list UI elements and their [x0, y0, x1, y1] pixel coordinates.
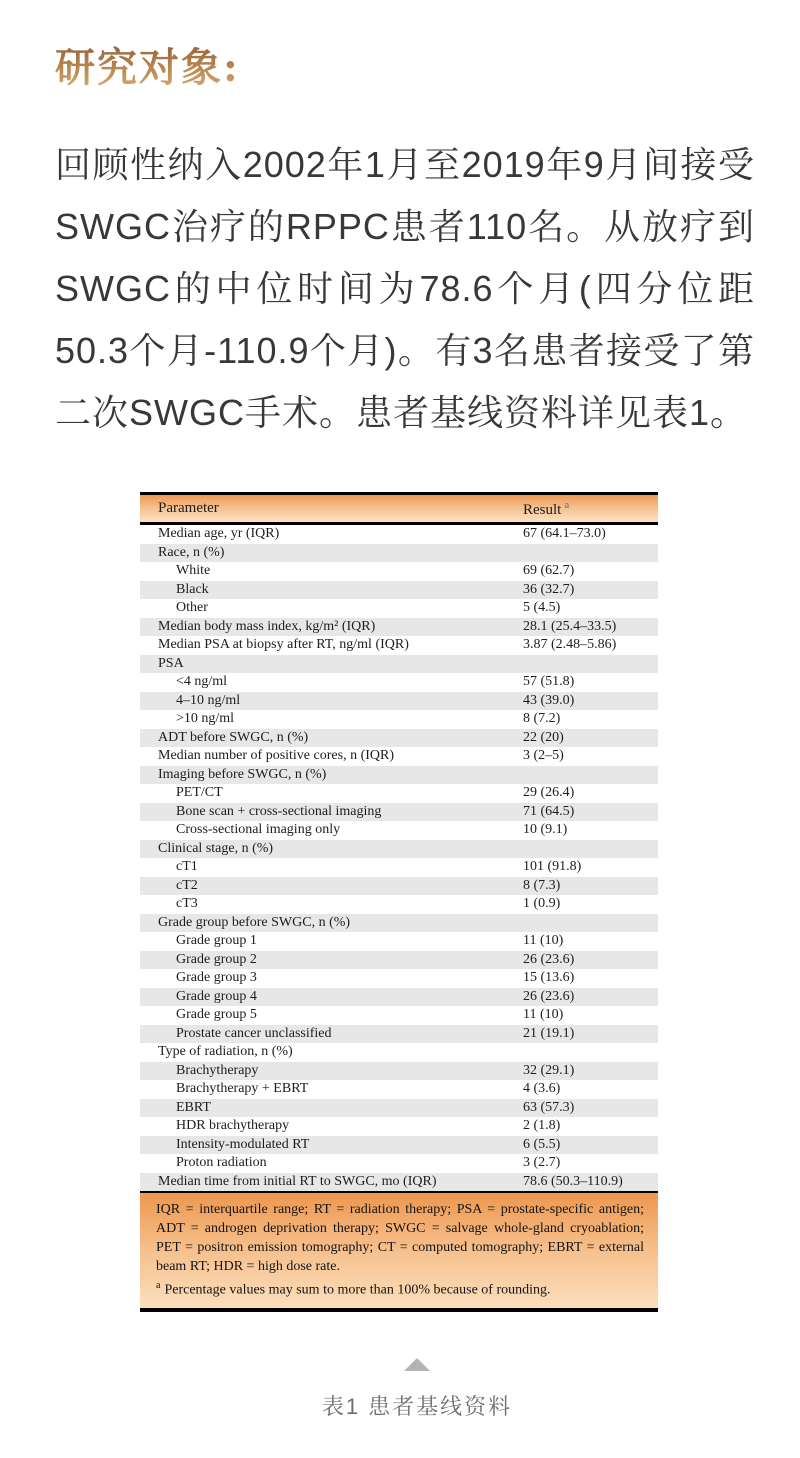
row-value: 5 (4.5): [523, 600, 561, 615]
footnote-note-text: Percentage values may sum to more than 100% because of rounding.: [164, 1282, 551, 1298]
table-row: [140, 969, 658, 988]
table-row: [140, 525, 658, 544]
column-header-result-label: Result: [523, 501, 562, 518]
row-label: Imaging before SWGC, n (%): [158, 766, 327, 782]
row-value: [523, 1043, 658, 1062]
table-row: [140, 1136, 658, 1155]
table1-figure: [140, 492, 658, 1312]
row-value: 29 (26.4): [523, 785, 575, 800]
row-value: [523, 655, 658, 674]
table-row: [140, 1099, 658, 1118]
row-label: Black: [176, 581, 209, 597]
row-label: Proton radiation: [176, 1155, 267, 1170]
table-row: [140, 951, 658, 970]
table-row: [140, 1173, 658, 1192]
table-row: [140, 1117, 658, 1136]
body-paragraph: 回顾性纳入2002年1月至2019年9月间接受SWGC治疗的RPPC患者110名。从放疗到SWGC的中位时间为78.6个月(四分位距50.3个月-110.9个月)。有3名患者接受了第二次SWGC手术。患者基线资料详见表1。: [55, 144, 755, 433]
row-label: Median time from initial RT to SWGC, mo (IQR): [158, 1173, 437, 1189]
row-label: Grade group 1: [176, 933, 257, 948]
row-label: Median body mass index, kg/m² (IQR): [158, 618, 376, 634]
row-label: Median PSA at biopsy after RT, ng/ml (IQR): [158, 637, 409, 652]
row-value: [523, 914, 658, 933]
row-value: 8 (7.3): [523, 877, 561, 893]
row-value: 11 (10): [523, 1007, 564, 1022]
row-value: [523, 544, 658, 563]
journal-table: [140, 492, 658, 1312]
section-heading: 研究对象:: [55, 36, 240, 93]
row-value: 22 (20): [523, 729, 564, 745]
table-row: [140, 821, 658, 840]
table-header-row: [140, 495, 658, 525]
table-row: [140, 618, 658, 637]
row-label: Intensity-modulated RT: [176, 1136, 310, 1152]
table-row: [140, 858, 658, 877]
row-value: 43 (39.0): [523, 692, 575, 708]
row-value: 10 (9.1): [523, 822, 568, 837]
row-label: Grade group 2: [176, 951, 257, 967]
row-value: 3.87 (2.48–5.86): [523, 637, 617, 652]
row-label: cT1: [176, 859, 198, 874]
table-row: [140, 1006, 658, 1025]
row-label: ADT before SWGC, n (%): [158, 729, 309, 745]
row-label: cT3: [176, 896, 198, 911]
row-label: <4 ng/ml: [176, 674, 228, 689]
row-label: Bone scan + cross-sectional imaging: [176, 803, 382, 819]
row-value: 71 (64.5): [523, 803, 575, 819]
row-value: 15 (13.6): [523, 970, 575, 985]
row-value: 4 (3.6): [523, 1081, 561, 1096]
row-value: [523, 840, 658, 859]
row-value: 21 (19.1): [523, 1025, 575, 1041]
row-label: Grade group 5: [176, 1007, 257, 1022]
table-row: [140, 747, 658, 766]
row-label: cT2: [176, 877, 198, 893]
table-row: [140, 636, 658, 655]
row-label: EBRT: [176, 1099, 211, 1115]
table-row: [140, 599, 658, 618]
table-row: [140, 544, 658, 563]
table-row: [140, 932, 658, 951]
row-value: [523, 766, 658, 785]
table-row: [140, 710, 658, 729]
row-value: 8 (7.2): [523, 711, 561, 726]
table-row: [140, 840, 658, 859]
table-row: [140, 1154, 658, 1173]
row-value: 101 (91.8): [523, 859, 582, 874]
table-row: [140, 673, 658, 692]
table-row: [140, 562, 658, 581]
table-row: [140, 729, 658, 748]
row-label: PSA: [158, 655, 184, 671]
table-row: [140, 988, 658, 1007]
row-label: Race, n (%): [158, 544, 225, 560]
table-row: [140, 784, 658, 803]
table-row: [140, 655, 658, 674]
row-label: Grade group before SWGC, n (%): [158, 914, 351, 930]
row-value: 36 (32.7): [523, 581, 575, 597]
row-label: Prostate cancer unclassified: [176, 1025, 332, 1041]
header-footnote-marker: a: [564, 498, 570, 511]
row-value: 28.1 (25.4–33.5): [523, 618, 617, 634]
row-label: Brachytherapy + EBRT: [176, 1081, 309, 1096]
row-label: Median age, yr (IQR): [158, 526, 280, 541]
row-label: Cross-sectional imaging only: [176, 822, 341, 837]
table-row: [140, 581, 658, 600]
row-value: 57 (51.8): [523, 674, 575, 689]
footnote-abbreviations: IQR = interquartile range; RT = radiation therapy; PSA = prostate-specific antigen; ADT = androgen deprivation therapy; SWGC = salvage whole-gland cryoablation; PET = positron emission tomography; CT = computed tomography; EBRT = external beam RT; HDR = high dose rate.: [156, 1202, 644, 1274]
chevron-up-icon: [404, 1358, 430, 1371]
table-footnote: [140, 1191, 658, 1312]
row-value: 2 (1.8): [523, 1118, 561, 1133]
table-row: [140, 895, 658, 914]
table-row: [140, 803, 658, 822]
row-label: PET/CT: [176, 785, 223, 800]
row-value: 67 (64.1–73.0): [523, 526, 606, 541]
table-row: [140, 692, 658, 711]
table-row: [140, 1080, 658, 1099]
row-value: 78.6 (50.3–110.9): [523, 1173, 623, 1189]
table-row: [140, 877, 658, 896]
table-row: [140, 766, 658, 785]
column-header-result: [523, 499, 658, 519]
row-value: 26 (23.6): [523, 951, 575, 967]
table-row: [140, 914, 658, 933]
table-row: [140, 1025, 658, 1044]
row-label: 4–10 ng/ml: [176, 692, 241, 708]
row-label: HDR brachytherapy: [176, 1118, 290, 1133]
row-label: White: [176, 563, 211, 578]
row-label: >10 ng/ml: [176, 711, 235, 726]
row-label: Grade group 4: [176, 988, 257, 1004]
row-value: 69 (62.7): [523, 563, 575, 578]
row-value: 3 (2.7): [523, 1155, 561, 1170]
row-label: Clinical stage, n (%): [158, 840, 274, 856]
row-value: 32 (29.1): [523, 1062, 575, 1078]
row-value: 26 (23.6): [523, 988, 575, 1004]
table-caption: 表1 患者基线资料: [321, 1394, 513, 1419]
table-body: [140, 525, 658, 1191]
column-header-parameter: Parameter: [158, 500, 219, 516]
footnote-note-marker: a: [156, 1280, 161, 1291]
row-label: Brachytherapy: [176, 1062, 259, 1078]
footnote-note: [156, 1276, 644, 1300]
table-row: [140, 1043, 658, 1062]
row-value: 63 (57.3): [523, 1099, 575, 1115]
row-label: Type of radiation, n (%): [158, 1044, 293, 1059]
row-label: Median number of positive cores, n (IQR): [158, 748, 394, 763]
row-value: 1 (0.9): [523, 896, 561, 911]
table-row: [140, 1062, 658, 1081]
row-value: 6 (5.5): [523, 1136, 561, 1152]
row-value: 11 (10): [523, 933, 564, 948]
row-label: Grade group 3: [176, 970, 257, 985]
row-value: 3 (2–5): [523, 748, 564, 763]
row-label: Other: [176, 600, 208, 615]
